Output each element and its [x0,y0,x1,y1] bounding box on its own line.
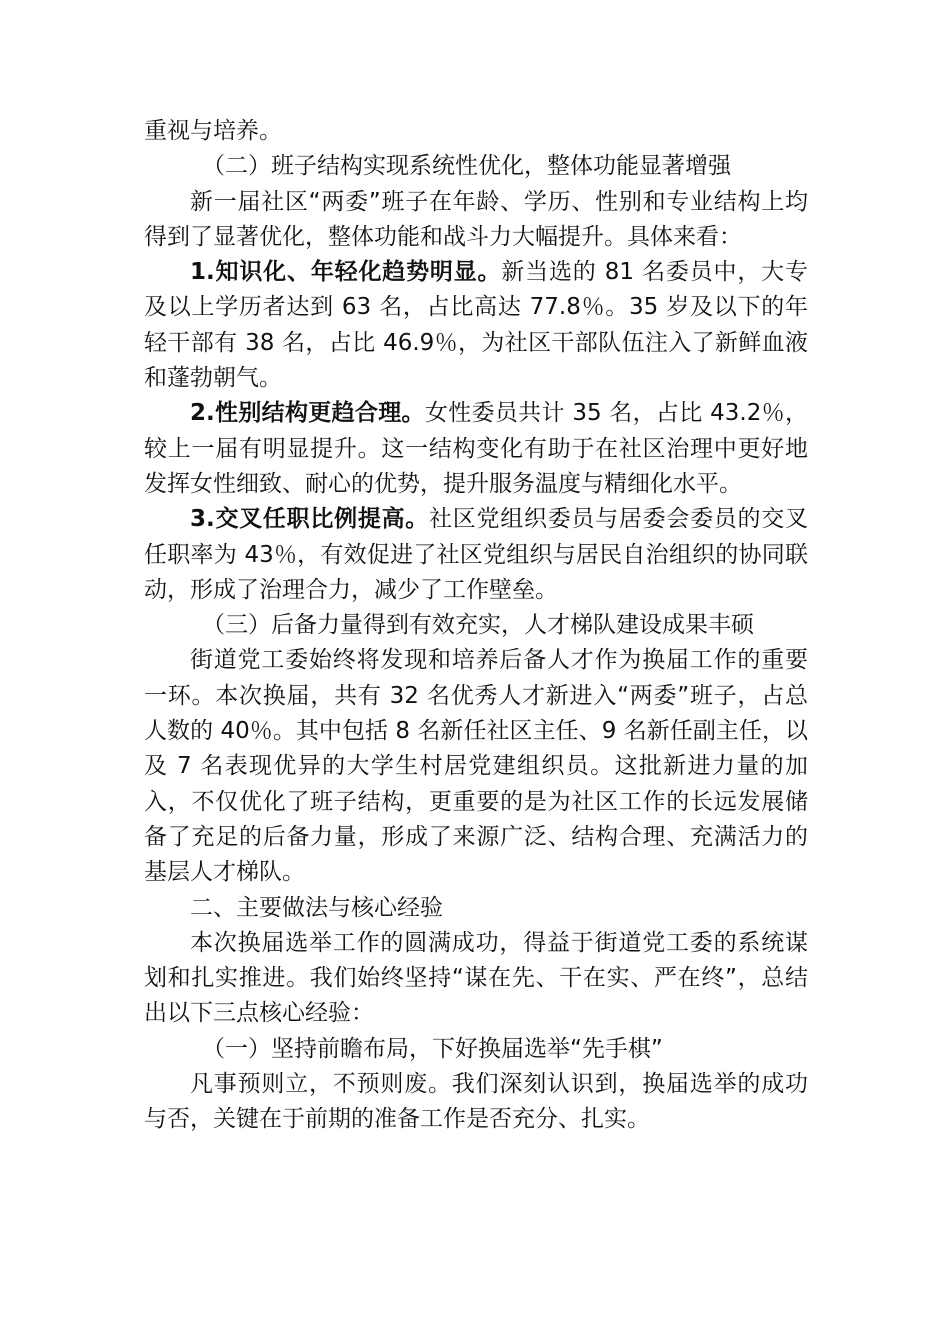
point-2-lead: 2.性别结构更趋合理。 [190,400,425,427]
point-2-text: 女性委员共计 35 名，占比 43.2％，较上一届有明显提升。这一结构变化有助于在社区治理中更好地发挥女性细致、耐心的优势，提升服务温度与精细化水平。 [144,400,808,497]
paragraph-structure-intro: 新一届社区“两委”班子在年龄、学历、性别和专业结构上均得到了显著优化，整体功能和战斗力大幅提升。具体来看： [144,188,808,250]
paragraph-point-2 [144,396,808,502]
point-1-text: 新当选的 81 名委员中，大专及以上学历者达到 63 名，占比高达 77.8％。35 岁及以下的年轻干部有 38 名，占比 46.9％，为社区干部队伍注入了新鲜血液和蓬勃朝气。 [144,259,808,392]
paragraph-talent: 街道党工委始终将发现和培养后备人才作为换届工作的重要一环。本次换届，共有 32 名优秀人才新进入“两委”班子，占总人数的 40％。其中包括 8 名新任社区主任、9 名新任副主任，以及 7 名表现优异的大学生村居党建组织员。这批新进力量的加入，不仅优化了班子结构，更重要的是为社区工作的长远发展储备了充足的后备力量，形成了来源广泛、结构合理、充满活力的基层人才梯队。 [144,647,808,886]
section-heading-2: 二、主要做法与核心经验 [190,894,443,921]
paragraph-point-3 [144,502,808,608]
point-3-text: 社区党组织委员与居委会委员的交叉任职率为 43％，有效促进了社区党组织与居民自治组织的协同联动，形成了治理合力，减少了工作壁垒。 [144,506,808,603]
subheading-experience-1: （一）坚持前瞻布局，下好换届选举“先手棋” [202,1035,663,1062]
paragraph-preparation: 凡事预则立，不预则废。我们深刻认识到，换届选举的成功与否，关键在于前期的准备工作是否充分、扎实。 [144,1071,808,1133]
document-body [144,114,808,1138]
subheading-2: （二）班子结构实现系统性优化，整体功能显著增强 [202,153,731,180]
paragraph-continuation: 重视与培养。 [144,118,282,144]
paragraph-experience-intro: 本次换届选举工作的圆满成功，得益于街道党工委的系统谋划和扎实推进。我们始终坚持“谋在先、干在实、严在终”，总结出以下三点核心经验： [144,929,808,1027]
point-3-lead: 3.交叉任职比例提高。 [190,506,430,533]
subheading-3: （三）后备力量得到有效充实，人才梯队建设成果丰硕 [202,612,754,639]
paragraph-point-1 [144,255,808,396]
point-1-lead: 1.知识化、年轻化趋势明显。 [190,259,502,286]
